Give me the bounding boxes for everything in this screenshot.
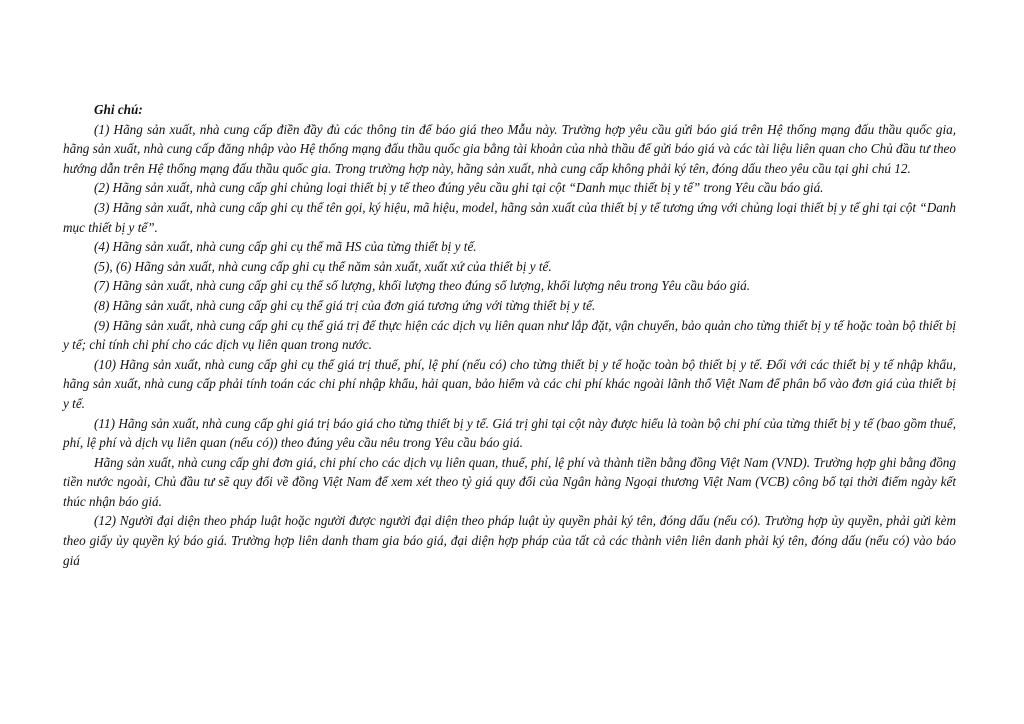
note-paragraph-7: (7) Hãng sản xuất, nhà cung cấp ghi cụ thể số lượng, khối lượng theo đúng số lượng, khối lượng nêu trong Yêu cầu báo giá. — [94, 278, 751, 294]
note-paragraph-10: (10) Hãng sản xuất, nhà cung cấp ghi cụ thể giá trị thuế, phí, lệ phí (nếu có) cho từng thiết bị y tế hoặc toàn bộ thiết bị y tế. Đối với các thiết bị y tế nhập khẩu, hãng sản xuất, nhà cung cấp phải tính toán các chi phí nhập khẩu, hải quan, bảo hiểm và các chi phí khác ngoài lãnh thổ Việt Nam để phân bổ vào đơn giá của thiết bị y tế. — [63, 356, 956, 411]
note-paragraph-2: (2) Hãng sản xuất, nhà cung cấp ghi chủng loại thiết bị y tế theo đúng yêu cầu ghi tại cột “Danh mục thiết bị y tế” trong Yêu cầu báo giá. — [94, 180, 824, 196]
note-paragraph-1: (1) Hãng sản xuất, nhà cung cấp điền đầy đủ các thông tin để báo giá theo Mẫu này. Trường hợp yêu cầu gửi báo giá trên Hệ thống mạng đấu thầu quốc gia, hãng sản xuất, nhà cung cấp đăng nhập vào Hệ thống mạng đấu thầu quốc gia bằng tài khoản của nhà thầu để gửi báo giá và các tài liệu liên quan cho Chủ đầu tư theo hướng dẫn trên Hệ thống mạng đấu thầu quốc gia. Trong trường hợp này, hãng sản xuất, nhà cung cấp không phải ký tên, đóng dấu theo yêu cầu tại ghi chú 12. — [63, 121, 956, 176]
note-paragraph-12: (12) Người đại diện theo pháp luật hoặc người được người đại diện theo pháp luật ủy quyền phải ký tên, đóng dấu (nếu có). Trường hợp ủy quyền, phải gửi kèm theo giấy ủy quyền ký báo giá. Trường hợp liên danh tham gia báo giá, đại diện hợp pháp của tất cả các thành viên liên danh phải ký tên, đóng dấu (nếu có) vào báo giá — [63, 513, 956, 568]
note-paragraph-11: (11) Hãng sản xuất, nhà cung cấp ghi giá trị báo giá cho từng thiết bị y tế. Giá trị ghi tại cột này được hiểu là toàn bộ chi phí của từng thiết bị y tế (bao gồm thuế, phí, lệ phí và dịch vụ liên quan (nếu có)) theo đúng yêu cầu nêu trong Yêu cầu báo giá. — [63, 415, 956, 451]
note-paragraph-currency: Hãng sản xuất, nhà cung cấp ghi đơn giá, chi phí cho các dịch vụ liên quan, thuế, phí, lệ phí và thành tiền bằng đồng Việt Nam (VND). Trường hợp ghi bằng đồng tiền nước ngoài, Chủ đầu tư sẽ quy đổi về đồng Việt Nam để xem xét theo tỷ giá quy đổi của Ngân hàng Ngoại thương Việt Nam (VCB) công bố tại thời điểm ngày kết thúc nhận báo giá. — [63, 454, 956, 509]
note-paragraph-5-6: (5), (6) Hãng sản xuất, nhà cung cấp ghi cụ thể năm sản xuất, xuất xứ của thiết bị y tế. — [94, 258, 552, 274]
notes-section — [63, 100, 956, 570]
note-paragraph-8: (8) Hãng sản xuất, nhà cung cấp ghi cụ thể giá trị của đơn giá tương ứng với từng thiết bị y tế. — [94, 297, 596, 313]
notes-title: Ghi chú: — [94, 102, 143, 117]
note-paragraph-9: (9) Hãng sản xuất, nhà cung cấp ghi cụ thể giá trị để thực hiện các dịch vụ liên quan như lắp đặt, vận chuyển, bảo quản cho từng thiết bị y tế hoặc toàn bộ thiết bị y tế; chỉ tính chi phí cho các dịch vụ liên quan trong nước. — [63, 317, 956, 353]
note-paragraph-3: (3) Hãng sản xuất, nhà cung cấp ghi cụ thể tên gọi, ký hiệu, mã hiệu, model, hãng sản xuất của thiết bị y tế tương ứng với chủng loại thiết bị y tế ghi tại cột “Danh mục thiết bị y tế”. — [63, 199, 956, 235]
note-paragraph-4: (4) Hãng sản xuất, nhà cung cấp ghi cụ thể mã HS của từng thiết bị y tế. — [94, 239, 477, 255]
